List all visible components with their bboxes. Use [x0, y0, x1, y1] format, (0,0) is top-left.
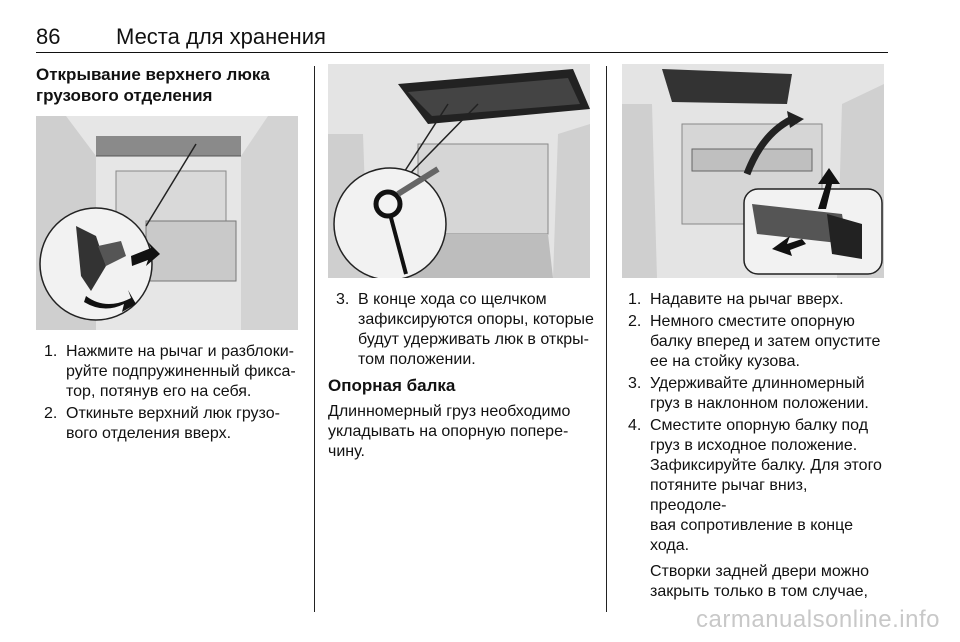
note-paragraph: Створки задней двери можно закрыть только в том случае, [650, 563, 870, 600]
column-2-steps [336, 290, 600, 372]
section-heading-beam: Опорная балка [328, 376, 456, 395]
beam-paragraph: Длинномерный груз необходимо укладывать на опорную попере- чину. [328, 403, 571, 460]
watermark: carmanualsonline.info [696, 606, 940, 633]
step-2b: 2. Немного сместите опорную балку вперед и затем опустите ее на стойку кузова. [628, 313, 881, 370]
step-4b: 4. Сместите опорную балку под груз в исходное положение. Зафиксируйте балку. Для этого потяните рычаг вниз, преодоле- вая сопротивление в конце хода. Створки задней двери можно закрыть только в том случае, [628, 416, 888, 602]
column-divider-2 [606, 66, 607, 612]
column-3-steps [628, 290, 888, 604]
step-3: 3. В конце хода со щелчком зафиксируются опоры, которые будут удерживать люк в откры- том положении. [336, 291, 594, 368]
step-3b: 3. Удерживайте длинномерный груз в наклонном положении. [628, 375, 869, 412]
step-1: 1. Нажмите на рычаг и разблоки- руйте подпружиненный фикса- тор, потянув его на себя. [44, 343, 296, 400]
column-1-steps [44, 342, 300, 446]
illustration-hatch-supports [328, 64, 590, 278]
illustration-lever-release [36, 116, 298, 330]
page-title: Места для хранения [116, 24, 326, 49]
page-header [36, 24, 888, 53]
column-divider-1 [314, 66, 315, 612]
column-2-beam-section [328, 375, 600, 462]
step-2: 2. Откиньте верхний люк грузо- вого отделения вверх. [44, 405, 280, 442]
column-1 [36, 64, 298, 106]
page-number: 86 [36, 24, 61, 49]
step-1b: 1. Надавите на рычаг вверх. [628, 291, 844, 308]
section-heading-hatch: Открывание верхнего люка грузового отделения [36, 65, 270, 105]
illustration-support-beam [622, 64, 884, 278]
